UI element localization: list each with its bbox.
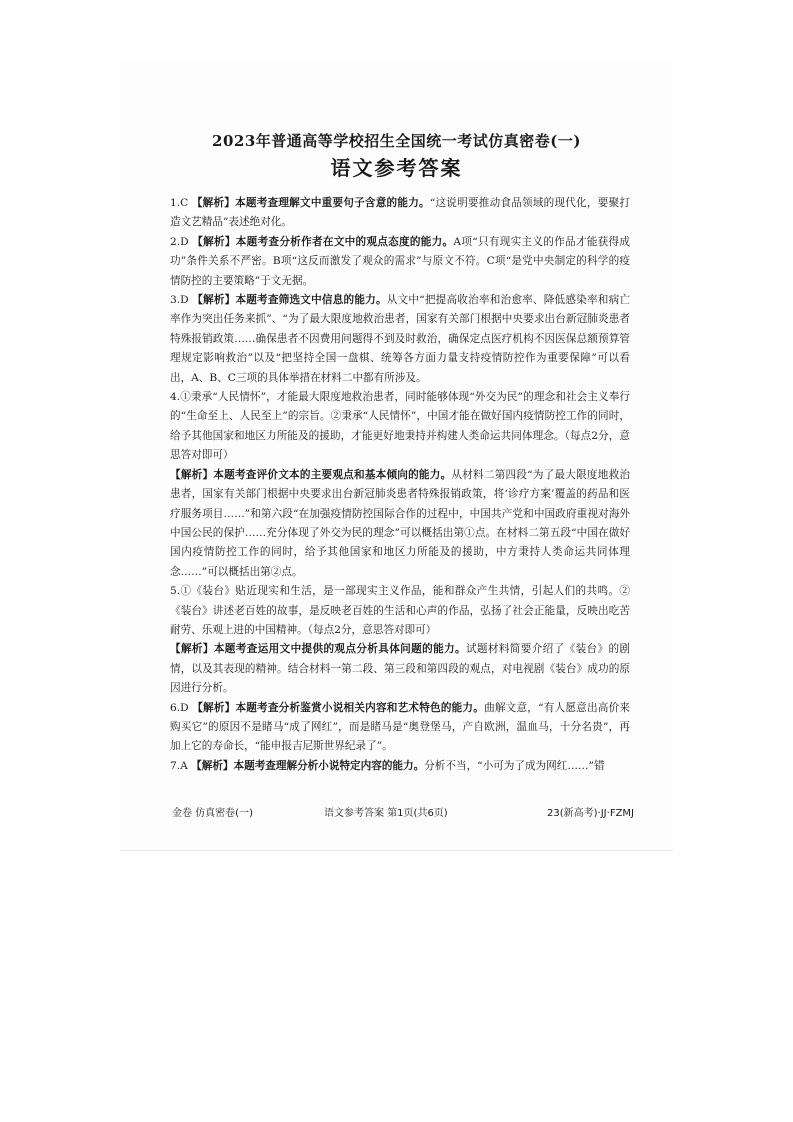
footer-left: 金卷 仿真密卷(一) [172, 808, 253, 819]
item-number: 5. [170, 585, 181, 598]
answer-item-2 [170, 233, 630, 291]
divider [120, 850, 673, 851]
item-number: 7.A [170, 759, 188, 772]
item-text: ①秉承“人民情怀”，才能最大限度地救治患者，同时能够体现“外交为民”的理念和社会主义奉行的“生命至上、人民至上”的宗旨。②秉承“人民情怀”，中国才能在做好国内疫情防控工作的同时，给予其他国家和地区力所能及的援助，才能更好地秉持并构建人类命运共同体理念。（每点2分，意思答对即可） [170, 391, 630, 462]
analysis-tag: 【解析】本题考查理解分析小说特定内容的能力。 [191, 759, 425, 772]
analysis-tag: 【解析】本题考查分析鉴赏小说相关内容和艺术特色的能力。 [192, 701, 485, 714]
footer-right: 23(新高考)·JJ·FZMJ [547, 808, 634, 819]
answer-item-4 [170, 388, 630, 466]
item-number: 6.D [170, 701, 189, 714]
item-number: 3.D [170, 294, 189, 307]
answer-item-3 [170, 291, 630, 388]
page-footer [172, 804, 634, 820]
answer-item-5-analysis [170, 640, 630, 698]
item-text: 分析不当，“小可为了成为网红……”错 [424, 759, 605, 772]
page-title: 2023年普通高等学校招生全国统一考试仿真密卷(一) [212, 132, 581, 150]
item-number: 1.C [170, 197, 189, 209]
item-number: 2.D [170, 235, 189, 248]
answer-item-1 [170, 194, 630, 233]
item-text: 曲解文意，“有人愿意出高价来购买它”的原因不是睹马“成了网红”，而是睹马是“奥登堡马，产自欧洲，温血马，十分名贵”，再加上它的寿命长，“能申报吉尼斯世界纪录了”。 [170, 701, 631, 753]
footer-center: 语文参考答案 第1页(共6页) [324, 808, 448, 819]
answer-item-6 [170, 699, 630, 757]
answer-item-5 [170, 582, 630, 640]
page-subtitle: 语文参考答案 [330, 156, 463, 180]
item-text: 从文中“把提高收治率和治愈率、降低感染率和病亡率作为突出任务来抓”、“为了最大限度地救治患者，国家有关部门根据中央要求出台新冠肺炎患者特殊报销政策……确保患者不因费用问题得不到及时救治，确保定点医疗机构不因医保总额预算管理规定影响救治”以及“把坚持全国一盘棋、统筹各方面力量支持疫情防控作为重要保障”可以看出，A、B、C三项的具体举措在材料二中都有所涉及。 [170, 294, 631, 384]
answer-list [170, 194, 630, 776]
answer-item-4-analysis [170, 466, 630, 582]
item-text: 试题材料简要介绍了《装台》的剧情，以及其表现的精神。结合材料一第二段、第三段和第四段的观点，对电视剧《装台》成功的原因进行分析。 [170, 643, 631, 695]
analysis-tag: 【解析】本题考查运用文中提供的观点分析具体问题的能力。 [170, 643, 466, 656]
item-number: 4. [170, 391, 181, 404]
analysis-tag: 【解析】本题考查理解文中重要句子含意的能力。 [191, 197, 430, 209]
item-text: 从材料二第四段“为了最大限度地救治患者，国家有关部门根据中央要求出台新冠肺炎患者特殊报销政策，将‘诊疗方案’覆盖的药品和医疗服务项目……”和第六段“在加强疫情防控国际合作的过程中，中国共产党和中国政府重视对海外中国公民的保护……充分体现了外交为民的理念”可以概括出第①点。在材料二第五段“中国在做好国内疫情防控工作的同时，给予其他国家和地区力所能及的援助，中方秉持人类命运共同体理念……”可以概括出第②点。 [170, 468, 630, 578]
item-text: ①《装台》贴近现实和生活，是一部现实主义作品，能和群众产生共情，引起人们的共鸣。②《装台》讲述老百姓的故事，是反映老百姓的生活和心声的作品，弘扬了社会正能量，反映出吃苦耐劳、乐观上进的中国精神。（每点2分，意思答对即可） [170, 585, 630, 636]
answer-item-7 [170, 757, 630, 776]
analysis-tag: 【解析】本题考查分析作者在文中的观点态度的能力。 [192, 235, 454, 248]
item-text: A项“只有现实主义的作品才能获得成功”条件关系不严密。B项“这反而激发了观众的需求”与原文不符。C项“是党中央制定的科学的疫情防控的主要策略”于文无据。 [170, 235, 630, 287]
analysis-tag: 【解析】本题考查评价文本的主要观点和基本倾向的能力。 [170, 468, 452, 481]
item-text: “这说明要推动食品领域的现代化，要聚打造文艺精品”表述绝对化。 [170, 197, 630, 229]
analysis-tag: 【解析】本题考查筛选文中信息的能力。 [192, 294, 387, 307]
